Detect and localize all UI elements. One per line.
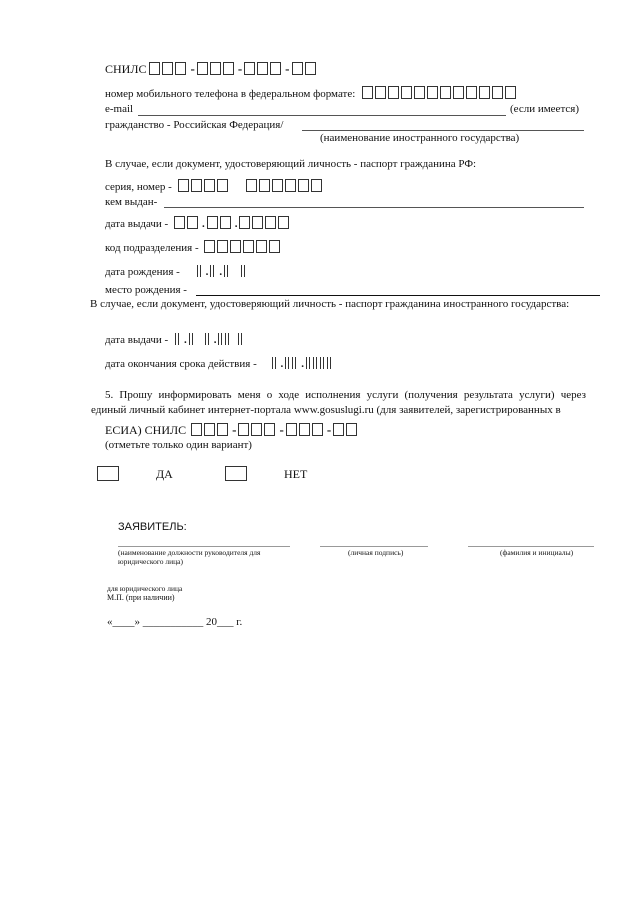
foreign-expiry-label: дата окончания срока действия - — [105, 358, 257, 370]
foreign-issue-date-label: дата выдачи - — [105, 334, 169, 346]
dept-code-row — [105, 240, 282, 254]
signature-field[interactable] — [320, 546, 428, 547]
email-note: (если имеется) — [510, 103, 579, 115]
snils-label: СНИЛС — [105, 62, 147, 76]
issue-date-label: дата выдачи - — [105, 218, 169, 230]
esia-snils-label: ЕСИА) СНИЛС — [105, 423, 187, 437]
citizenship-label: гражданство - Российская Федерация/ — [105, 119, 284, 131]
issued-by-label: кем выдан- — [105, 196, 158, 208]
citizenship-caption: (наименование иностранного государства) — [320, 132, 520, 144]
foreign-passport-intro: В случае, если документ, удостоверяющий личность - паспорт гражданина иностранного государства: — [90, 298, 570, 310]
series-label: серия, номер - — [105, 181, 172, 193]
name-field[interactable] — [468, 546, 594, 547]
legal-entity-note: для юридического лица — [107, 584, 183, 593]
yes-checkbox[interactable] — [97, 466, 119, 481]
birth-place-field[interactable] — [196, 295, 600, 296]
issue-date-row — [105, 216, 291, 230]
birth-date-boxes[interactable]: . . — [197, 266, 249, 278]
item5-hint: (отметьте только один вариант) — [105, 439, 252, 451]
position-field[interactable] — [118, 546, 290, 547]
dept-code-boxes[interactable] — [204, 242, 282, 254]
foreign-expiry-boxes[interactable]: . . — [272, 358, 335, 370]
dept-code-label: код подразделения - — [105, 242, 199, 254]
snils-row — [105, 61, 318, 77]
birth-date-label: дата рождения - — [105, 266, 180, 278]
phone-label: номер мобильного телефона в федеральном формате: — [105, 88, 356, 100]
rf-passport-intro: В случае, если документ, удостоверяющий личность - паспорт гражданина РФ: — [105, 158, 477, 170]
date-line[interactable]: «____» ___________ 20___ г. — [107, 616, 243, 628]
stamp-note: М.П. (при наличии) — [107, 593, 175, 602]
sign-caption: (личная подпись) — [348, 548, 404, 557]
item5-text: 5. Прошу информировать меня о ходе исполнения услуги (получения результата услуги) через единый личный кабинет интернет-портала www.gosuslugi.ru (для заявителей, зарегистрированных в — [91, 389, 586, 416]
yes-label: ДА — [156, 467, 173, 481]
snils-boxes[interactable]: - - - — [149, 62, 317, 76]
esia-snils-boxes[interactable]: - - - — [191, 423, 359, 437]
esia-snils-row — [105, 422, 359, 438]
issue-date-boxes[interactable]: . . — [174, 218, 292, 230]
issued-by-field[interactable] — [164, 207, 584, 208]
birth-place-label: место рождения - — [105, 284, 187, 296]
foreign-expiry-row — [105, 357, 334, 370]
phone-row — [105, 86, 518, 100]
foreign-issue-date-boxes[interactable]: . . — [175, 334, 246, 346]
position-caption: (наименование должности руководителя для юридического лица) — [118, 548, 261, 566]
phone-boxes[interactable] — [362, 88, 518, 100]
series-boxes[interactable] — [178, 181, 233, 193]
email-field[interactable] — [138, 115, 506, 116]
series-row — [105, 179, 324, 193]
name-caption: (фамилия и инициалы) — [500, 548, 574, 557]
applicant-title: ЗАЯВИТЕЛЬ: — [118, 521, 187, 533]
no-label: НЕТ — [284, 467, 308, 481]
number-boxes[interactable] — [246, 181, 324, 193]
birth-date-row — [105, 265, 248, 278]
foreign-issue-date-row — [105, 333, 245, 346]
no-checkbox[interactable] — [225, 466, 247, 481]
citizenship-field[interactable] — [302, 130, 584, 131]
email-label: e-mail — [105, 103, 134, 115]
